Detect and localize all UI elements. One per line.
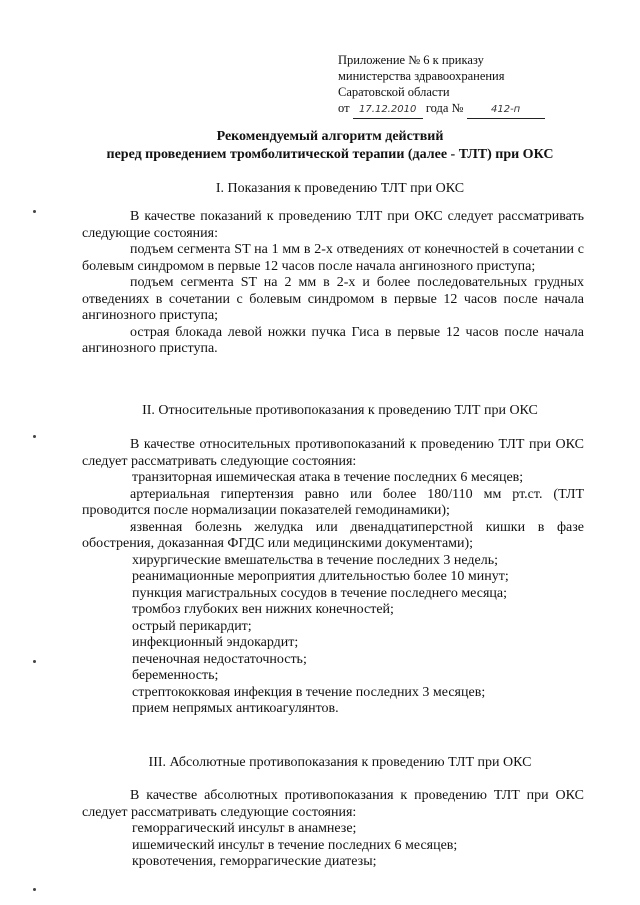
section-1-intro: В качестве показаний к проведению ТЛТ при ОКС следует рассматривать следующие состояния: bbox=[82, 209, 584, 241]
annex-line-3: Саратовской области bbox=[338, 85, 450, 99]
section-2-intro: В качестве относительных противопоказаний к проведению ТЛТ при ОКС следует рассматривать следующие состояния: bbox=[82, 437, 584, 469]
list-item: ишемический инсульт в течение последних 6 месяцев; bbox=[132, 837, 458, 853]
scan-speck bbox=[33, 435, 36, 438]
annex-line-1: Приложение № 6 к приказу bbox=[338, 53, 484, 67]
handwritten-date: 17.12.2010 bbox=[353, 102, 423, 119]
section-3-body bbox=[82, 788, 584, 871]
list-item: хирургические вмешательства в течение последних 3 недель; bbox=[132, 552, 498, 568]
scan-speck bbox=[33, 888, 36, 891]
list-item: беременность; bbox=[132, 668, 219, 683]
section-2-item-1: транзиторная ишемическая атака в течение последних 6 месяцев; bbox=[132, 470, 524, 485]
list-item: прием непрямых антикоагулянтов. bbox=[132, 701, 339, 716]
scan-speck bbox=[33, 210, 36, 213]
document-title bbox=[60, 128, 600, 164]
list-item: пункция магистральных сосудов в течение последнего месяца; bbox=[132, 585, 507, 601]
list-item: острый перикардит; bbox=[132, 618, 252, 634]
section-1-item-3: острая блокада левой ножки пучка Гиса в первые 12 часов после начала ангинозного приступа. bbox=[82, 324, 584, 356]
section-2-list-top bbox=[82, 470, 584, 487]
section-2-body bbox=[82, 437, 584, 718]
annex-line-2: министерства здравоохранения bbox=[338, 69, 505, 83]
section-3-heading: III. Абсолютные противопоказания к проведению ТЛТ при ОКС bbox=[148, 755, 532, 770]
section-2-item-3: язвенная болезнь желудка или двенадцатиперстной кишки в фазе обострения, доказанная ФГДС или медицинскими документами); bbox=[82, 519, 584, 551]
section-1-item-1: подъем сегмента ST на 1 мм в 2-х отведениях от конечностей в сочетании с болевым синдромом в первые 12 часов после начала ангинозного приступа; bbox=[82, 242, 584, 274]
list-item: геморрагический инсульт в анамнезе; bbox=[132, 821, 357, 836]
list-item: тромбоз глубоких вен нижних конечностей; bbox=[132, 602, 394, 617]
list-item: печеночная недостаточность; bbox=[132, 651, 307, 667]
section-2-item-2: артериальная гипертензия равно или более 180/110 мм рт.ст. (ТЛТ проводится после нормализации показателей гемодинамики); bbox=[82, 486, 584, 518]
section-1-item-2: подъем сегмента ST на 2 мм в 2-х и более последовательных грудных отведениях в сочетании с болевым синдромом в первые 12 часов после начала ангинозного приступа; bbox=[82, 275, 584, 323]
handwritten-number: 412-п bbox=[467, 102, 545, 119]
list-item: кровотечения, геморрагические диатезы; bbox=[132, 854, 377, 869]
section-1-body bbox=[82, 209, 584, 358]
list-item: стрептококковая инфекция в течение последних 3 месяцев; bbox=[132, 684, 486, 700]
title-line-1: Рекомендуемый алгоритм действий bbox=[216, 129, 444, 144]
year-number-label: года № bbox=[425, 101, 464, 115]
section-3-list bbox=[82, 821, 584, 871]
title-line-2: перед проведением тромболитической терапии (далее - ТЛТ) при ОКС bbox=[106, 147, 554, 162]
section-2-heading: II. Относительные противопоказания к проведению ТЛТ при ОКС bbox=[142, 403, 538, 418]
scan-speck bbox=[33, 660, 36, 663]
annex-date-line bbox=[338, 100, 545, 119]
section-1-heading: I. Показания к проведению ТЛТ при ОКС bbox=[215, 181, 465, 196]
list-item: реанимационные мероприятия длительностью более 10 минут; bbox=[132, 569, 509, 584]
list-item: инфекционный эндокардит; bbox=[132, 635, 299, 650]
section-3-intro: В качестве абсолютных противопоказания к проведению ТЛТ при ОКС следует рассматривать следующие состояния: bbox=[82, 788, 584, 820]
annex-header bbox=[338, 52, 545, 119]
from-label: от bbox=[338, 101, 350, 115]
section-2-list bbox=[82, 553, 584, 718]
